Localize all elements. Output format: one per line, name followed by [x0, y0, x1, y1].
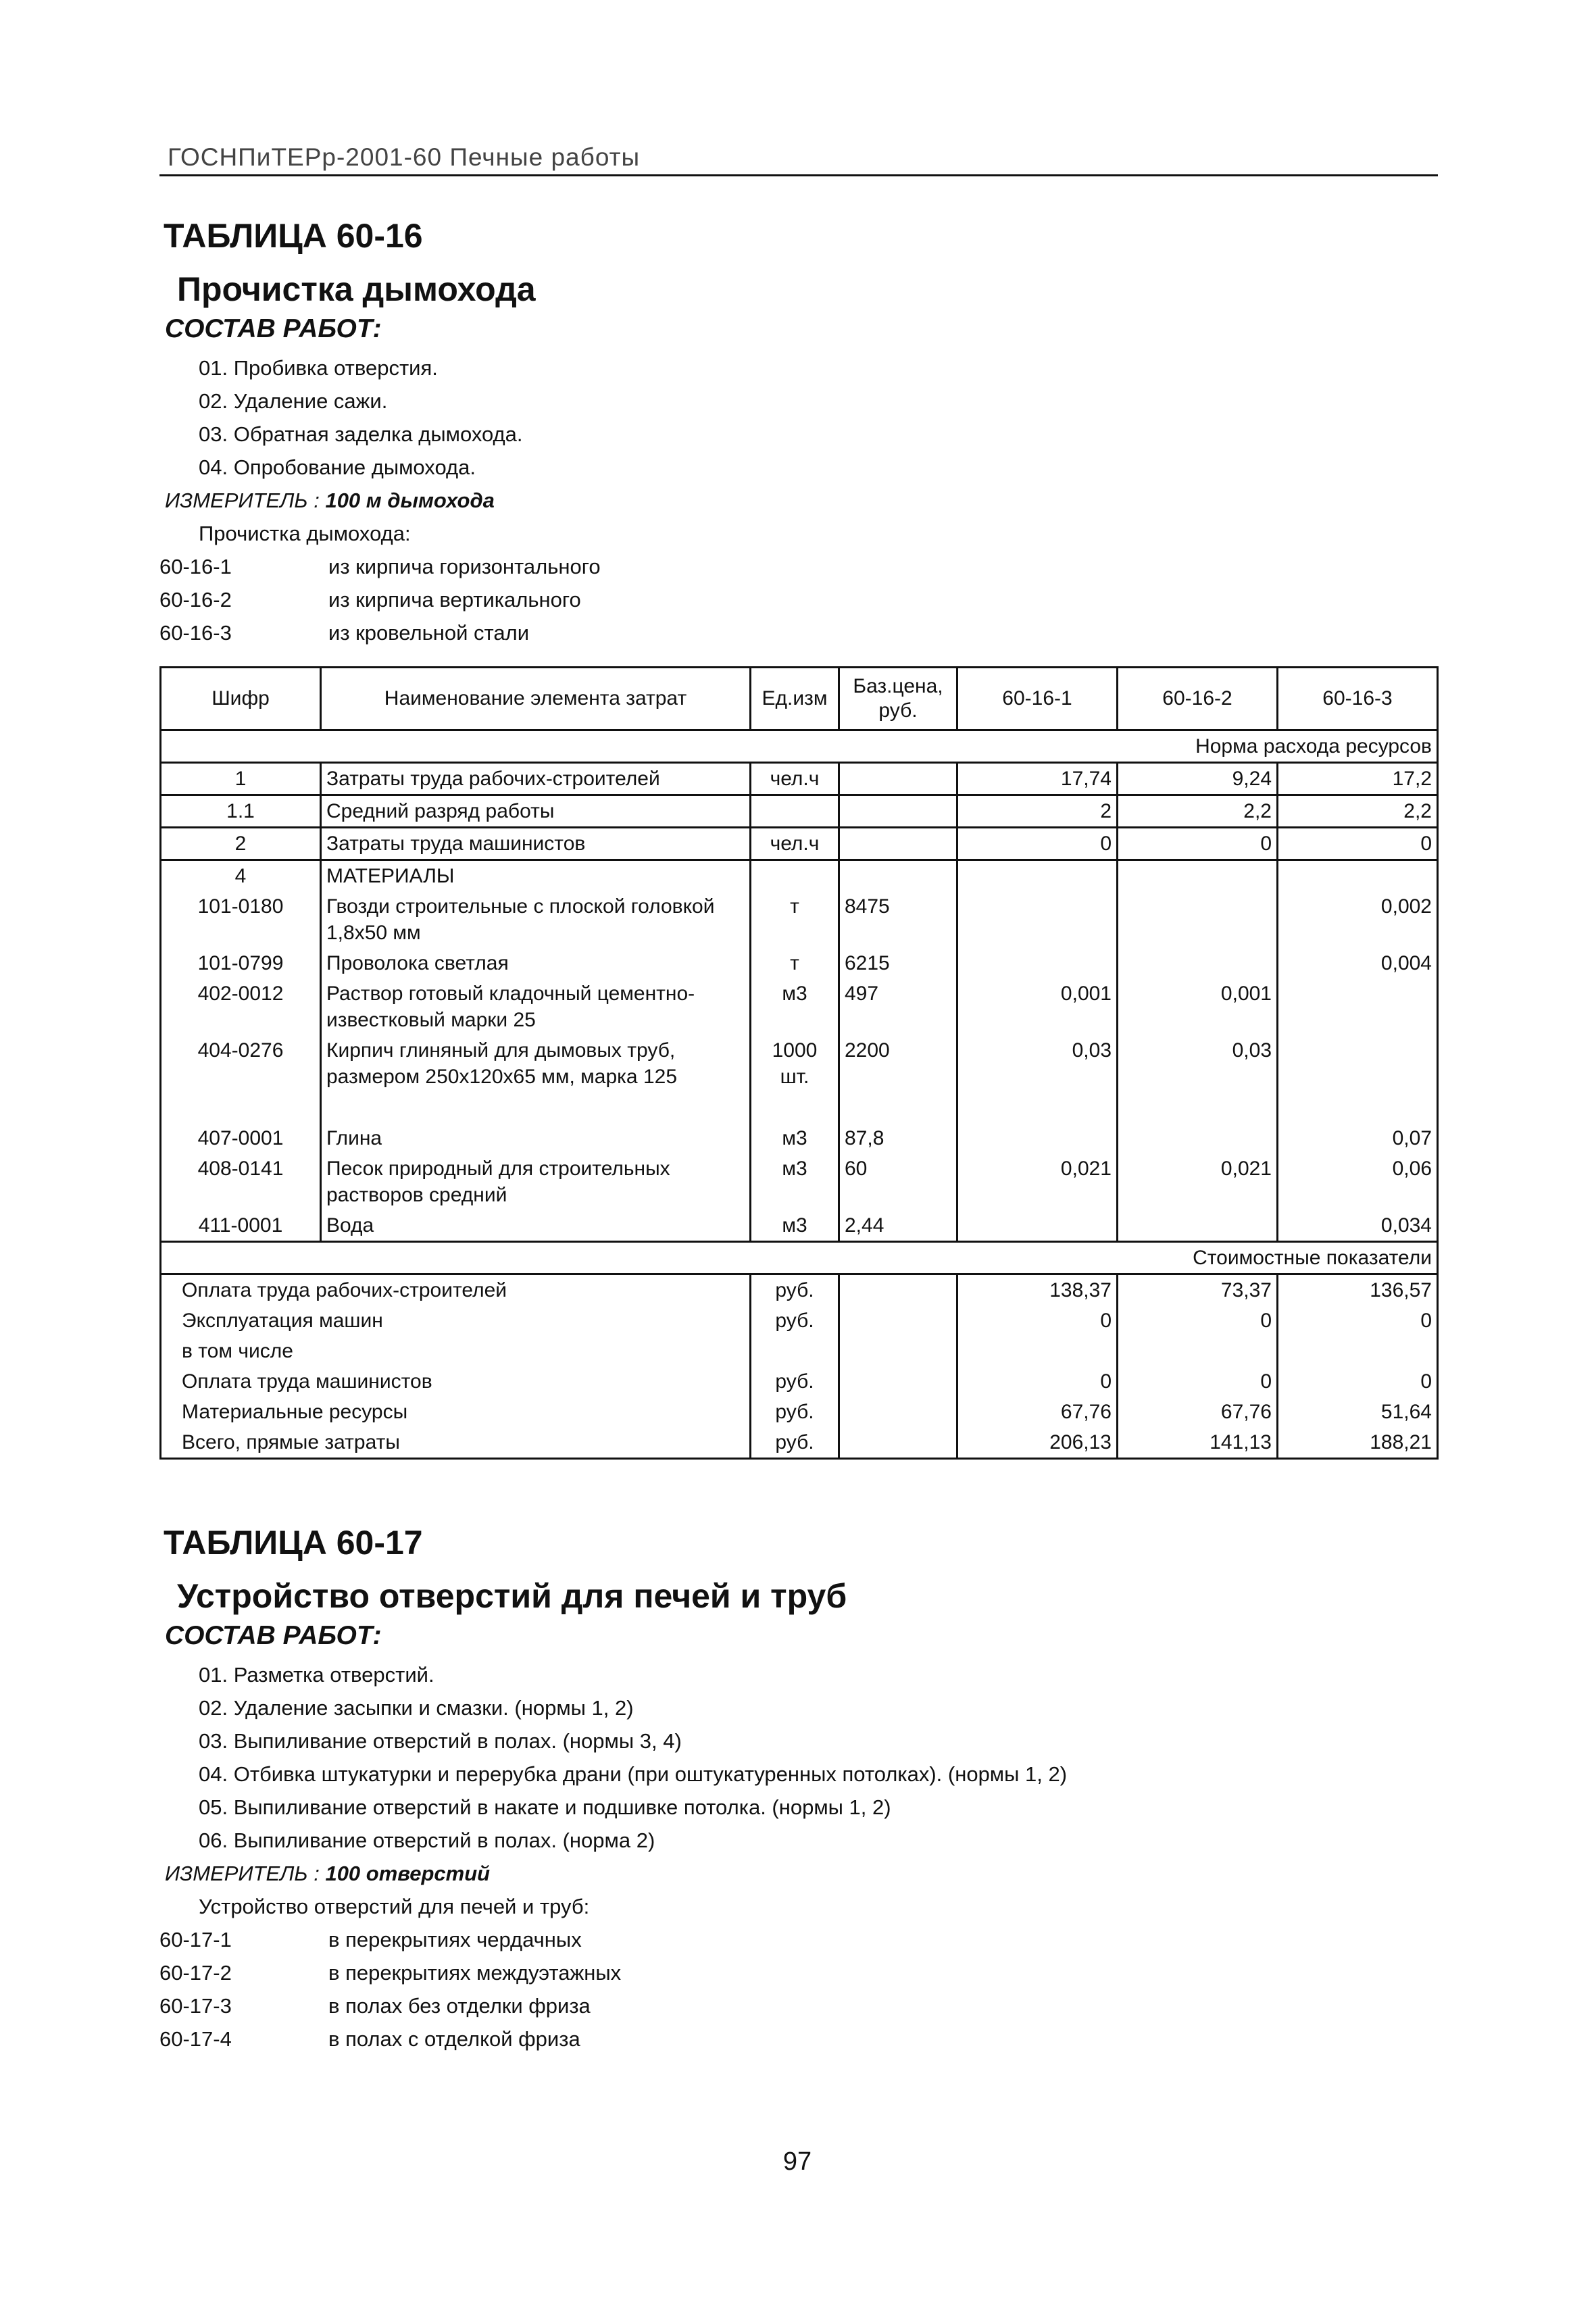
- empty-cell: [839, 1366, 957, 1397]
- variant-item: [159, 616, 1443, 649]
- row-code: 1.1: [161, 795, 321, 828]
- row-unit: [751, 795, 839, 828]
- row-code: 4: [161, 860, 321, 892]
- empty-cell: [839, 1397, 957, 1427]
- row-price: 2,44: [839, 1210, 957, 1242]
- variant-text: в перекрытиях чердачных: [328, 1928, 582, 1951]
- norm-header: Норма расхода ресурсов: [161, 730, 1438, 763]
- row-value: 0,07: [1278, 1123, 1438, 1153]
- row-value: [957, 1210, 1118, 1242]
- row-unit: т: [751, 948, 839, 978]
- table-header-row: [161, 668, 1438, 730]
- material-row: [161, 891, 1438, 948]
- variant-code: 60-17-2: [159, 1961, 232, 1985]
- variant-text: в перекрытиях междуэтажных: [328, 1961, 622, 1985]
- empty-cell: [1118, 1092, 1278, 1123]
- table-60-17-intro: [159, 1522, 1443, 2056]
- row-value: 51,64: [1278, 1397, 1438, 1427]
- variant-item: [159, 1923, 1443, 1956]
- empty-cell: [839, 1305, 957, 1336]
- row-unit: м3: [751, 978, 839, 1035]
- row-value: 206,13: [957, 1427, 1118, 1459]
- row-value: [957, 1123, 1118, 1153]
- cost-header-row: [161, 1242, 1438, 1274]
- page-number: 97: [782, 2147, 812, 2176]
- empty-cell: [1278, 860, 1438, 892]
- row-name: Глина: [321, 1123, 751, 1153]
- row-value: 0,004: [1278, 948, 1438, 978]
- row-value: 0: [1278, 1366, 1438, 1397]
- work-item: 02. Удаление сажи.: [199, 389, 388, 413]
- row-price: [839, 795, 957, 828]
- row-value: [1118, 891, 1278, 948]
- meter-line: [165, 484, 1443, 517]
- empty-cell: [957, 1092, 1118, 1123]
- row-code: 408-0141: [161, 1153, 321, 1210]
- row-value: 0: [1118, 828, 1278, 860]
- material-row: [161, 978, 1438, 1035]
- row-value: 0: [1278, 828, 1438, 860]
- row-unit: м3: [751, 1123, 839, 1153]
- row-value: 0,03: [1118, 1035, 1278, 1092]
- variant-code: 60-16-1: [159, 555, 232, 578]
- column-header: Ед.изм: [751, 668, 839, 730]
- row-price: 6215: [839, 948, 957, 978]
- work-item: 06. Выпиливание отверстий в полах. (норма 2): [199, 1828, 655, 1852]
- column-header: Шифр: [161, 668, 321, 730]
- row-price: 60: [839, 1153, 957, 1210]
- meter-value: 100 отверстий: [325, 1862, 491, 1885]
- row-value: 0,034: [1278, 1210, 1438, 1242]
- material-row: [161, 948, 1438, 978]
- row-value: 0,03: [957, 1035, 1118, 1092]
- material-row: [161, 1210, 1438, 1242]
- materials-title: МАТЕРИАЛЫ: [321, 860, 751, 892]
- variant-text: из кирпича вертикального: [328, 588, 581, 612]
- work-item: 04. Опробование дымохода.: [199, 455, 476, 479]
- row-unit: руб.: [751, 1274, 839, 1306]
- row-value: [957, 1336, 1118, 1366]
- row-value: 67,76: [1118, 1397, 1278, 1427]
- empty-cell: [839, 860, 957, 892]
- row-value: 0,002: [1278, 891, 1438, 948]
- cost-row: [161, 1274, 1438, 1306]
- row-unit: м3: [751, 1153, 839, 1210]
- cost-header: Стоимостные показатели: [161, 1242, 1438, 1274]
- row-value: 2,2: [1278, 795, 1438, 828]
- row-name: Затраты труда рабочих-строителей: [321, 763, 751, 795]
- row-unit: т: [751, 891, 839, 948]
- row-code: 1: [161, 763, 321, 795]
- materials-heading-row: [161, 860, 1438, 892]
- work-item: 01. Пробивка отверстия.: [199, 356, 438, 380]
- row-value: [1118, 948, 1278, 978]
- variant-item: [159, 550, 1443, 583]
- cost-row: [161, 1366, 1438, 1397]
- row-price: 87,8: [839, 1123, 957, 1153]
- norm-header-row: [161, 730, 1438, 763]
- row-value: 138,37: [957, 1274, 1118, 1306]
- table-60-16-intro: [159, 215, 1443, 649]
- variant-text: в полах с отделкой фриза: [328, 2027, 580, 2051]
- cost-row: [161, 1397, 1438, 1427]
- row-value: [957, 948, 1118, 978]
- column-header: 60-16-3: [1278, 668, 1438, 730]
- row-price: 497: [839, 978, 957, 1035]
- row-value: [1278, 1035, 1438, 1092]
- work-item: 02. Удаление засыпки и смазки. (нормы 1, 2): [199, 1696, 634, 1720]
- meter-line: [165, 1857, 1443, 1890]
- row-name: Всего, прямые затраты: [161, 1427, 751, 1459]
- variant-item: [159, 583, 1443, 616]
- variant-item: [159, 1989, 1443, 2022]
- variant-code: 60-16-2: [159, 588, 232, 612]
- row-price: 8475: [839, 891, 957, 948]
- row-value: 0,06: [1278, 1153, 1438, 1210]
- row-name: Раствор готовый кладочный цементно-известковый марки 25: [321, 978, 751, 1035]
- row-name: Эксплуатация машин: [161, 1305, 751, 1336]
- material-row: [161, 1123, 1438, 1153]
- row-code: 101-0799: [161, 948, 321, 978]
- row-unit: руб.: [751, 1305, 839, 1336]
- row-value: 0: [957, 1305, 1118, 1336]
- variant-code: 60-17-4: [159, 2027, 232, 2051]
- table-title: ТАБЛИЦА 60-16: [164, 217, 423, 255]
- row-name: Проволока светлая: [321, 948, 751, 978]
- row-value: 17,2: [1278, 763, 1438, 795]
- variant-item: [159, 2022, 1443, 2056]
- row-value: 2: [957, 795, 1118, 828]
- work-composition-heading: СОСТАВ РАБОТ:: [165, 314, 382, 343]
- work-item: 03. Выпиливание отверстий в полах. (нормы 3, 4): [199, 1729, 682, 1753]
- row-name: Песок природный для строительных растворов средний: [321, 1153, 751, 1210]
- row-value: 0: [957, 828, 1118, 860]
- column-header: 60-16-1: [957, 668, 1118, 730]
- row-unit: [751, 1336, 839, 1366]
- row-value: [1118, 1123, 1278, 1153]
- row-value: 0: [1118, 1305, 1278, 1336]
- row-price: [839, 828, 957, 860]
- row-unit: руб.: [751, 1366, 839, 1397]
- row-code: 402-0012: [161, 978, 321, 1035]
- empty-cell: [321, 1092, 751, 1123]
- row-code: 2: [161, 828, 321, 860]
- row-value: [1118, 1336, 1278, 1366]
- row-value: 0: [1278, 1305, 1438, 1336]
- row-code: 407-0001: [161, 1123, 321, 1153]
- variant-code: 60-17-3: [159, 1994, 232, 2018]
- labor-row: [161, 763, 1438, 795]
- empty-cell: [1118, 860, 1278, 892]
- row-value: 188,21: [1278, 1427, 1438, 1459]
- row-value: [1278, 978, 1438, 1035]
- row-value: 136,57: [1278, 1274, 1438, 1306]
- cost-row: [161, 1305, 1438, 1336]
- empty-cell: [751, 860, 839, 892]
- row-value: 0: [1118, 1366, 1278, 1397]
- row-unit: чел.ч: [751, 828, 839, 860]
- variant-code: 60-17-1: [159, 1928, 232, 1951]
- variant-group-title: Прочистка дымохода:: [199, 522, 411, 545]
- cost-row: [161, 1336, 1438, 1366]
- row-value: 2,2: [1118, 795, 1278, 828]
- empty-cell: [839, 1092, 957, 1123]
- labor-row: [161, 795, 1438, 828]
- table-subtitle: Прочистка дымохода: [177, 270, 536, 308]
- empty-cell: [839, 1427, 957, 1459]
- table-title: ТАБЛИЦА 60-17: [164, 1524, 423, 1562]
- row-name: Вода: [321, 1210, 751, 1242]
- row-name: Оплата труда рабочих-строителей: [161, 1274, 751, 1306]
- material-row: [161, 1035, 1438, 1092]
- empty-cell: [957, 860, 1118, 892]
- row-name: Оплата труда машинистов: [161, 1366, 751, 1397]
- empty-cell: [839, 1336, 957, 1366]
- variant-text: из кровельной стали: [328, 621, 530, 645]
- row-unit: 1000 шт.: [751, 1035, 839, 1092]
- row-value: 0,001: [1118, 978, 1278, 1035]
- row-value: 0,021: [957, 1153, 1118, 1210]
- variant-text: из кирпича горизонтального: [328, 555, 601, 578]
- row-value: 17,74: [957, 763, 1118, 795]
- work-item: 05. Выпиливание отверстий в накате и подшивке потолка. (нормы 1, 2): [199, 1795, 891, 1819]
- row-value: 73,37: [1118, 1274, 1278, 1306]
- row-value: [957, 891, 1118, 948]
- column-header: 60-16-2: [1118, 668, 1278, 730]
- row-code: 411-0001: [161, 1210, 321, 1242]
- row-value: 0,021: [1118, 1153, 1278, 1210]
- empty-cell: [751, 1092, 839, 1123]
- row-unit: м3: [751, 1210, 839, 1242]
- running-header: ГОСНПиТЕРр-2001-60 Печные работы: [168, 143, 641, 171]
- empty-cell: [161, 1092, 321, 1123]
- empty-cell: [1278, 1092, 1438, 1123]
- material-row: [161, 1153, 1438, 1210]
- row-name: в том числе: [161, 1336, 751, 1366]
- spacer-row: [161, 1092, 1438, 1123]
- variant-group-title: Устройство отверстий для печей и труб:: [199, 1895, 590, 1918]
- row-name: Материальные ресурсы: [161, 1397, 751, 1427]
- row-unit: руб.: [751, 1427, 839, 1459]
- row-value: 9,24: [1118, 763, 1278, 795]
- row-unit: руб.: [751, 1397, 839, 1427]
- row-value: 67,76: [957, 1397, 1118, 1427]
- labor-row: [161, 828, 1438, 860]
- row-value: 0: [957, 1366, 1118, 1397]
- empty-cell: [839, 1274, 957, 1306]
- row-code: 404-0276: [161, 1035, 321, 1092]
- row-price: [839, 763, 957, 795]
- meter-label: ИЗМЕРИТЕЛЬ :: [165, 1862, 320, 1885]
- work-composition-heading: СОСТАВ РАБОТ:: [165, 1621, 382, 1650]
- row-code: 101-0180: [161, 891, 321, 948]
- variant-text: в полах без отделки фриза: [328, 1994, 591, 2018]
- work-item: 04. Отбивка штукатурки и перерубка драни (при оштукатуренных потолках). (нормы 1, 2): [199, 1762, 1068, 1786]
- cost-row: [161, 1427, 1438, 1459]
- column-header: Наименование элемента затрат: [321, 668, 751, 730]
- row-name: Затраты труда машинистов: [321, 828, 751, 860]
- row-unit: чел.ч: [751, 763, 839, 795]
- variant-code: 60-16-3: [159, 621, 232, 645]
- work-item: 03. Обратная заделка дымохода.: [199, 422, 523, 446]
- row-value: [1278, 1336, 1438, 1366]
- row-value: 141,13: [1118, 1427, 1278, 1459]
- resource-table: [159, 666, 1439, 1460]
- table-subtitle: Устройство отверстий для печей и труб: [177, 1577, 847, 1615]
- row-value: 0,001: [957, 978, 1118, 1035]
- column-header: Баз.цена, руб.: [839, 668, 957, 730]
- header-rule: [159, 174, 1438, 176]
- row-price: 2200: [839, 1035, 957, 1092]
- meter-label: ИЗМЕРИТЕЛЬ :: [165, 489, 320, 512]
- table-body: [161, 730, 1438, 1459]
- row-value: [1118, 1210, 1278, 1242]
- row-name: Средний разряд работы: [321, 795, 751, 828]
- row-name: Гвозди строительные с плоской головкой 1,8х50 мм: [321, 891, 751, 948]
- meter-value: 100 м дымохода: [325, 489, 495, 512]
- work-item: 01. Разметка отверстий.: [199, 1663, 434, 1687]
- variant-item: [159, 1956, 1443, 1989]
- row-name: Кирпич глиняный для дымовых труб, размером 250х120х65 мм, марка 125: [321, 1035, 751, 1092]
